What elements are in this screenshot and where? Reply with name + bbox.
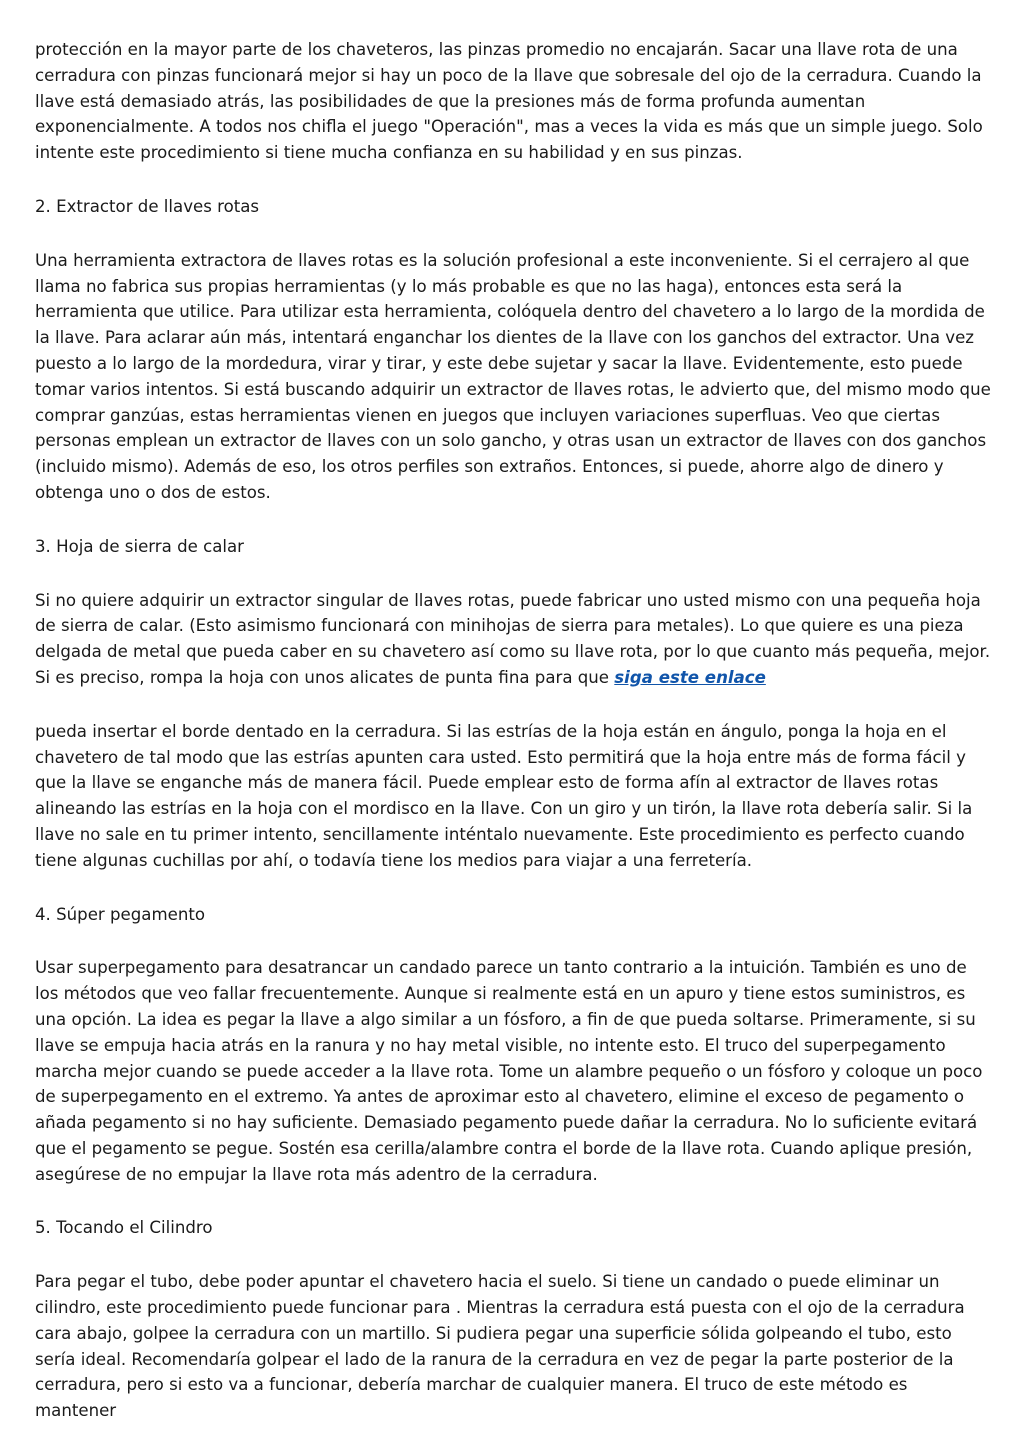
paragraph-intro: protección en la mayor parte de los chaveteros, las pinzas promedio no encajarán. Sacar una llave rota de una cerradura con pinzas funcionará mejor si hay un poco de la llave que sobresale del ojo de la cerradura. Cuando la llave está demasiado atrás, las posibilidades de que la presiones más de forma profunda aumentan exponencialmente. A todos nos chifla el juego "Operación", mas a veces la vida es más que un simple juego. Solo intente este procedimiento si tiene mucha confianza en su habilidad y en sus pinzas.	[35, 40, 983, 163]
section-heading-cilindro: 5. Tocando el Cilindro	[35, 1218, 213, 1238]
section-heading-sierra: 3. Hoja de sierra de calar	[35, 536, 244, 556]
paragraph-pegamento: Usar superpegamento para desatrancar un candado parece un tanto contrario a la intuición. También es uno de los métodos que veo fallar frecuentemente. Aunque si realmente está en un apuro y tiene estos suministros, es una opción. La idea es pegar la llave a algo similar a un fósforo, a fin de que pueda soltarse. Primeramente, si su llave se empuja hacia atrás en la ranura y no hay metal visible, no intente esto. El truco del superpegamento marcha mejor cuando se puede acceder a la llave rota. Tome un alambre pequeño o un fósforo y coloque un poco de superpegamento en el extremo. Ya antes de aproximar esto al chavetero, elimine el exceso de pegamento o añada pegamento si no hay suficiente. Demasiado pegamento puede dañar la cerradura. No lo suficiente evitará que el pegamento se pegue. Sostén esa cerilla/alambre contra el borde de la llave rota. Cuando aplique presión, asegúrese de no empujar la llave rota más adentro de la cerradura.	[35, 958, 983, 1184]
document-body	[35, 37, 993, 1452]
paragraph-cilindro: Para pegar el tubo, debe poder apuntar el chavetero hacia el suelo. Si tiene un candado o puede eliminar un cilindro, este procedimiento puede funcionar para . Mientras la cerradura está puesta con el ojo de la cerradura cara abajo, golpee la cerradura con un martillo. Si pudiera pegar una superficie sólida golpeando el tubo, esto sería ideal. Recomendaría golpear el lado de la ranura de la cerradura en vez de pegar la parte posterior de la cerradura, pero si esto va a funcionar, debería marchar de cualquier manera. El truco de este método es mantener	[35, 1272, 965, 1421]
section-heading-pegamento: 4. Súper pegamento	[35, 904, 205, 924]
paragraph-sierra	[35, 588, 993, 691]
paragraph-sierra-continued: pueda insertar el borde dentado en la cerradura. Si las estrías de la hoja están en ángulo, ponga la hoja en el chavetero de tal modo que las estrías apunten cara usted. Esto permitirá que la hoja entre más de forma fácil y que la llave se enganche más de manera fácil. Puede emplear esto de forma afín al extractor de llaves rotas alineando las estrías en la hoja con el mordisco en la llave. Con un giro y un tirón, la llave rota debería salir. Si la llave no sale en tu primer intento, sencillamente inténtalo nuevamente. Este procedimiento es perfecto cuando tiene algunas cuchillas por ahí, o todavía tiene los medios para viajar a una ferretería.	[35, 721, 973, 870]
inline-link[interactable]: siga este enlace	[614, 667, 766, 687]
paragraph-extractor: Una herramienta extractora de llaves rotas es la solución profesional a este inconveniente. Si el cerrajero al que llama no fabrica sus propias herramientas (y lo más probable es que no las haga), entonces esta será la herramienta que utilice. Para utilizar esta herramienta, colóquela dentro del chavetero a lo largo de la mordida de la llave. Para aclarar aún más, intentará enganchar los dientes de la llave con los ganchos del extractor. Una vez puesto a lo largo de la mordedura, virar y tirar, y este debe sujetar y sacar la llave. Evidentemente, esto puede tomar varios intentos. Si está buscando adquirir un extractor de llaves rotas, le advierto que, del mismo modo que comprar ganzúas, estas herramientas vienen en juegos que incluyen variaciones superfluas. Veo que ciertas personas emplean un extractor de llaves con un solo gancho, y otras usan un extractor de llaves con dos ganchos (incluido mismo). Además de eso, los otros perfiles son extraños. Entonces, si puede, ahorre algo de dinero y obtenga uno o dos de estos.	[35, 250, 991, 502]
section-heading-extractor: 2. Extractor de llaves rotas	[35, 196, 260, 216]
paragraph-sierra-text: Si no quiere adquirir un extractor singular de llaves rotas, puede fabricar uno usted mismo con una pequeña hoja de sierra de calar. (Esto asimismo funcionará con minihojas de sierra para metales). Lo que quiere es una pieza delgada de metal que pueda caber en su chavetero así como su llave rota, por lo que cuanto más pequeña, mejor. Si es preciso, rompa la hoja con unos alicates de punta fina para que	[35, 590, 991, 687]
